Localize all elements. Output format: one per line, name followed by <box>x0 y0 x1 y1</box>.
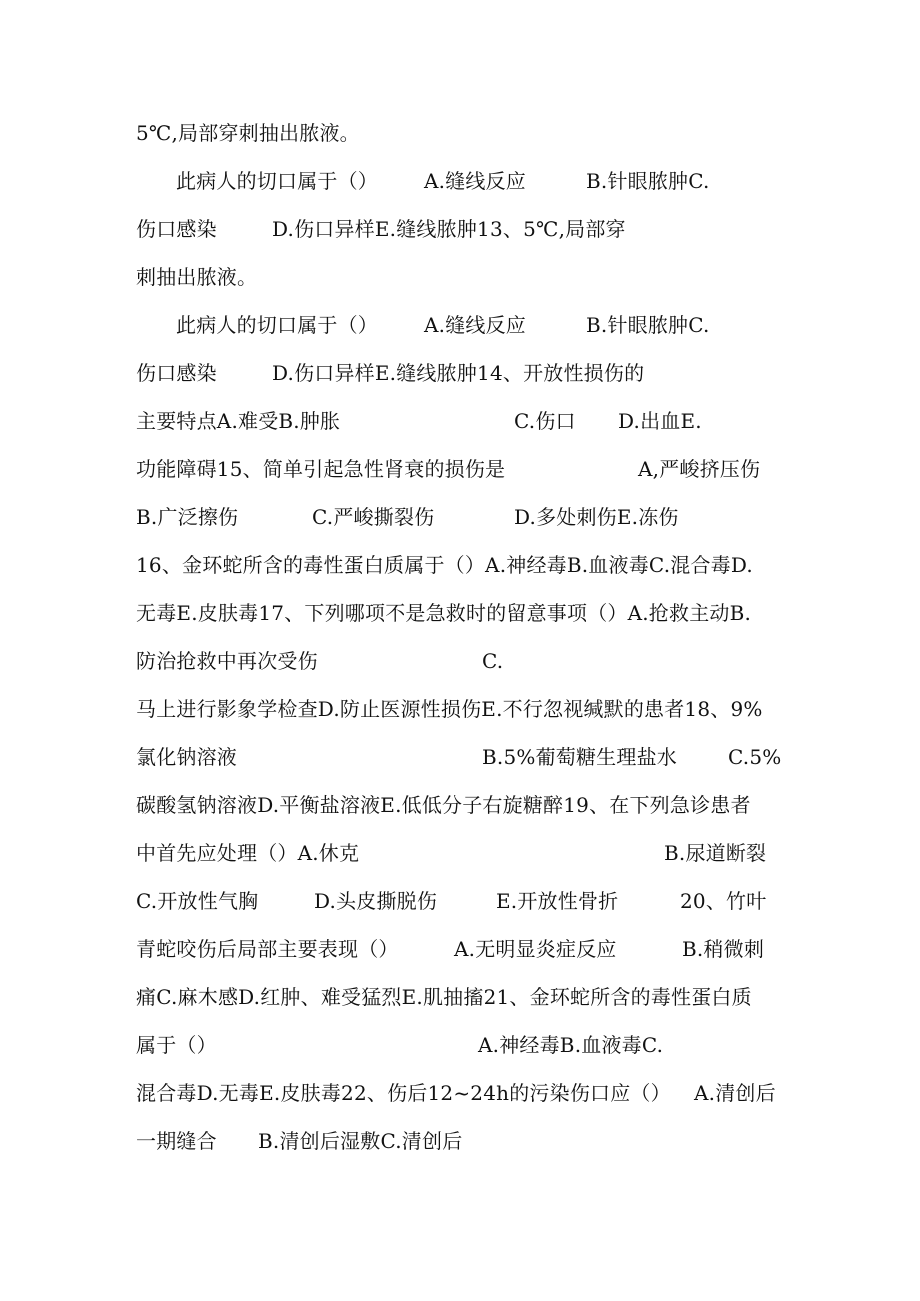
text-segment: A.清创后 <box>694 1081 776 1105</box>
text-segment: 氯化钠溶液 <box>136 745 237 769</box>
text-segment: A.神经毒B.血液毒C. <box>478 1033 664 1057</box>
text-segment: D.出血E. <box>618 409 702 433</box>
text-line <box>0 788 751 822</box>
text-segment: 混合毒D.无毒E.皮肤毒22、伤后12~24h的污染伤口应（） <box>136 1081 671 1105</box>
text-segment: B.尿道断裂 <box>664 841 767 865</box>
text-segment: A.缝线反应 <box>424 313 527 337</box>
text-line <box>0 1028 664 1062</box>
text-line <box>0 356 645 390</box>
text-segment: C.严峻撕裂伤 <box>312 505 435 529</box>
text-line <box>0 308 710 342</box>
text-segment: 马上进行影象学检查D.防止医源性损伤E.不行忽视缄默的患者18、9% <box>136 697 763 721</box>
text-line <box>0 116 360 150</box>
text-segment: 碳酸氢钠溶液D.平衡盐溶液E.低低分子右旋糖醉19、在下列急诊患者 <box>136 793 751 817</box>
text-segment: B.稍微刺 <box>682 937 765 961</box>
text-segment: D.伤口异样E.缝线脓肿14、开放性损伤的 <box>272 361 645 385</box>
text-segment: 此病人的切口属于（） <box>176 169 378 193</box>
text-line <box>0 932 765 966</box>
text-line <box>0 596 752 630</box>
text-segment: 刺抽出脓液。 <box>136 265 258 289</box>
text-segment: 20、竹叶 <box>680 889 767 913</box>
text-segment: C.伤口 <box>514 409 576 433</box>
text-line <box>0 644 504 678</box>
text-segment: 中首先应处理（）A.休克 <box>136 841 360 865</box>
text-segment: 此病人的切口属于（） <box>176 313 378 337</box>
text-segment: B.针眼脓肿C. <box>586 313 710 337</box>
text-segment: 青蛇咬伤后局部主要表现（） <box>136 937 399 961</box>
text-segment: C.5% <box>728 745 782 769</box>
text-segment: D.伤口异样E.缝线脓肿13、5℃,局部穿 <box>272 217 626 241</box>
text-segment: 5℃,局部穿刺抽出脓液。 <box>136 121 360 145</box>
text-line <box>0 1124 463 1158</box>
text-segment: A,严峻挤压伤 <box>638 457 761 481</box>
text-segment: 防治抢救中再次受伤 <box>136 649 318 673</box>
text-segment: D.多处刺伤E.冻伤 <box>514 505 679 529</box>
text-segment: B.广泛擦伤 <box>136 505 239 529</box>
text-segment: 属于（） <box>136 1033 217 1057</box>
text-line <box>0 884 767 918</box>
text-line <box>0 1076 776 1110</box>
text-segment: A.无明显炎症反应 <box>454 937 617 961</box>
text-line <box>0 452 761 486</box>
text-segment: C.开放性气胸 <box>136 889 259 913</box>
text-segment: 主要特点A.难受B.肿胀 <box>136 409 341 433</box>
text-segment: B.针眼脓肿C. <box>586 169 710 193</box>
text-segment: B.5%葡萄糖生理盐水 <box>482 745 677 769</box>
text-line <box>0 404 702 438</box>
text-segment: B.清创后湿敷C.清创后 <box>258 1129 463 1153</box>
text-segment: 16、金环蛇所含的毒性蛋白质属于（）A.神经毒B.血液毒C.混合毒D. <box>136 553 753 577</box>
text-segment: E.开放性骨折 <box>496 889 619 913</box>
text-line <box>0 740 782 774</box>
text-segment: 伤口感染 <box>136 217 217 241</box>
text-line <box>0 260 258 294</box>
text-line <box>0 836 767 870</box>
text-segment: D.头皮撕脱伤 <box>314 889 438 913</box>
text-segment: 痛C.麻木感D.红肿、难受猛烈E.肌抽搐21、金环蛇所含的毒性蛋白质 <box>136 985 752 1009</box>
text-line <box>0 500 679 534</box>
text-segment: C. <box>482 649 504 673</box>
text-line <box>0 980 752 1014</box>
text-segment: 一期缝合 <box>136 1129 217 1153</box>
text-segment: 功能障碍15、简单引起急性肾衰的损伤是 <box>136 457 506 481</box>
text-line <box>0 692 763 726</box>
text-line <box>0 212 626 246</box>
text-line <box>0 548 753 582</box>
text-segment: 伤口感染 <box>136 361 217 385</box>
text-line <box>0 164 710 198</box>
text-segment: 无毒E.皮肤毒17、下列哪项不是急救时的留意事项（）A.抢救主动B. <box>136 601 752 625</box>
text-segment: A.缝线反应 <box>424 169 527 193</box>
